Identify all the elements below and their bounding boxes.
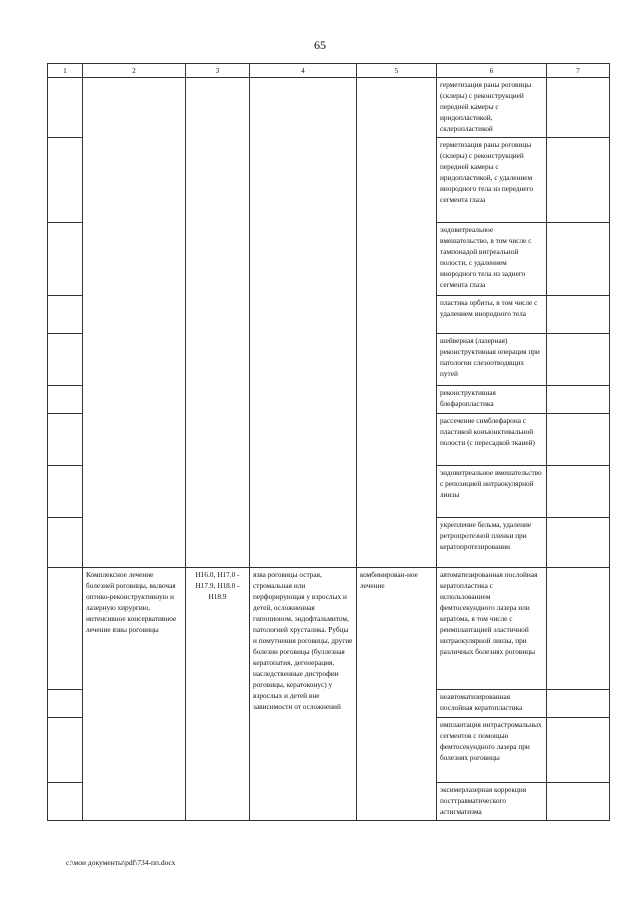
cell-col-7 [547,334,610,386]
header-col-2: 2 [83,64,186,78]
method-cell: герметизация раны роговицы (склеры) с реконструкцией передней камеры с иридопластикой, склеропластикой [437,78,547,138]
header-col-3: 3 [186,64,250,78]
cell-col-1 [48,466,83,518]
footer-file-path: c:\мои документы\pdf\734-пп.docx [66,858,176,867]
method-cell: автоматизированная послойная кератопластика с использованием фемтосекундного лазера или кератома, в том числе с реимплантацией эластичной интраокулярной линзы, при различных болезнях роговицы [437,568,547,690]
icd-codes-cell: H16.0, H17.0 - H17.9, H18.0 - H18.9 [186,568,250,821]
method-cell: имплантация интрастромальных сегментов с помощью фемтосекундного лазера при болезнях роговицы [437,718,547,783]
cell-col-7 [547,568,610,690]
table-header-row [48,64,610,78]
cell-col-1 [48,518,83,568]
header-col-4: 4 [250,64,357,78]
cell-col-1 [48,78,83,138]
cell-col-7 [547,518,610,568]
cell-col-7 [547,718,610,783]
cell-col-1 [48,690,83,718]
cell-col-7 [547,466,610,518]
cell-col-5 [357,78,437,568]
page-number: 65 [314,38,326,52]
cell-col-7 [547,783,610,821]
method-cell: пластика орбиты, в том числе с удалением инородного тела [437,296,547,334]
method-cell: эндовитреальное вмешательство, в том числе с тампонадой витреальной полости, с удалением инородного тела из заднего сегмента глаза [437,223,547,296]
condition-model-cell: язва роговицы острая, стромальная или перфорирующая у взрослых и детей, осложненная гипопионом, эндофтальмитом, патологией хрусталика. Рубцы и помутнения роговицы, другие болезни роговицы (буллезная кератопатия, дегенерация, наследственные дистрофии роговицы, кератоконус) у взрослых и детей вне зависимости от осложнений [250,568,357,821]
cell-col-1 [48,138,83,223]
treatment-profile-cell: Комплексное лечение болезней роговицы, включая оптико-реконструктивную и лазерную хирургию, интенсивное консервативное лечение язвы роговицы [83,568,186,821]
method-cell: реконструктивная блефаропластика [437,386,547,414]
header-col-5: 5 [357,64,437,78]
cell-col-3 [186,78,250,568]
method-cell: шейверная (лазерная) реконструктивная операция при патологии слезоотводящих путей [437,334,547,386]
cell-col-1 [48,718,83,783]
cell-col-7 [547,138,610,223]
cell-col-1 [48,334,83,386]
cell-col-1 [48,223,83,296]
method-cell: эндовитреальное вмешательство с репозицией интраокулярной линзы [437,466,547,518]
method-cell: рассечение симблефарона с пластикой конъюнктивальной полости (с пересадкой тканей) [437,414,547,466]
treatment-type-cell: комбинирован-ное лечение [357,568,437,821]
method-cell: укрепление бельма, удаление ретропротезной пленки при кератопротезировании [437,518,547,568]
cell-col-7 [547,414,610,466]
table-row [48,568,610,690]
method-cell: герметизация раны роговицы (склеры) с реконструкцией передней камеры с иридопластикой, с удалением инородного тела из переднего сегмента глаза [437,138,547,223]
cell-col-2 [83,78,186,568]
cell-col-1 [48,783,83,821]
cell-col-4 [250,78,357,568]
medical-care-table [47,63,610,821]
cell-col-7 [547,690,610,718]
cell-col-1 [48,414,83,466]
header-col-7: 7 [547,64,610,78]
cell-col-7 [547,386,610,414]
cell-col-1 [48,568,83,690]
header-col-1: 1 [48,64,83,78]
cell-col-7 [547,296,610,334]
table-body [48,78,610,821]
cell-col-1 [48,296,83,334]
cell-col-7 [547,78,610,138]
cell-col-7 [547,223,610,296]
header-col-6: 6 [437,64,547,78]
method-cell: неавтоматизированная послойная кератопластика [437,690,547,718]
table-row [48,78,610,138]
cell-col-1 [48,386,83,414]
method-cell: эксимерлазерная коррекция посттравматического астигматизма [437,783,547,821]
